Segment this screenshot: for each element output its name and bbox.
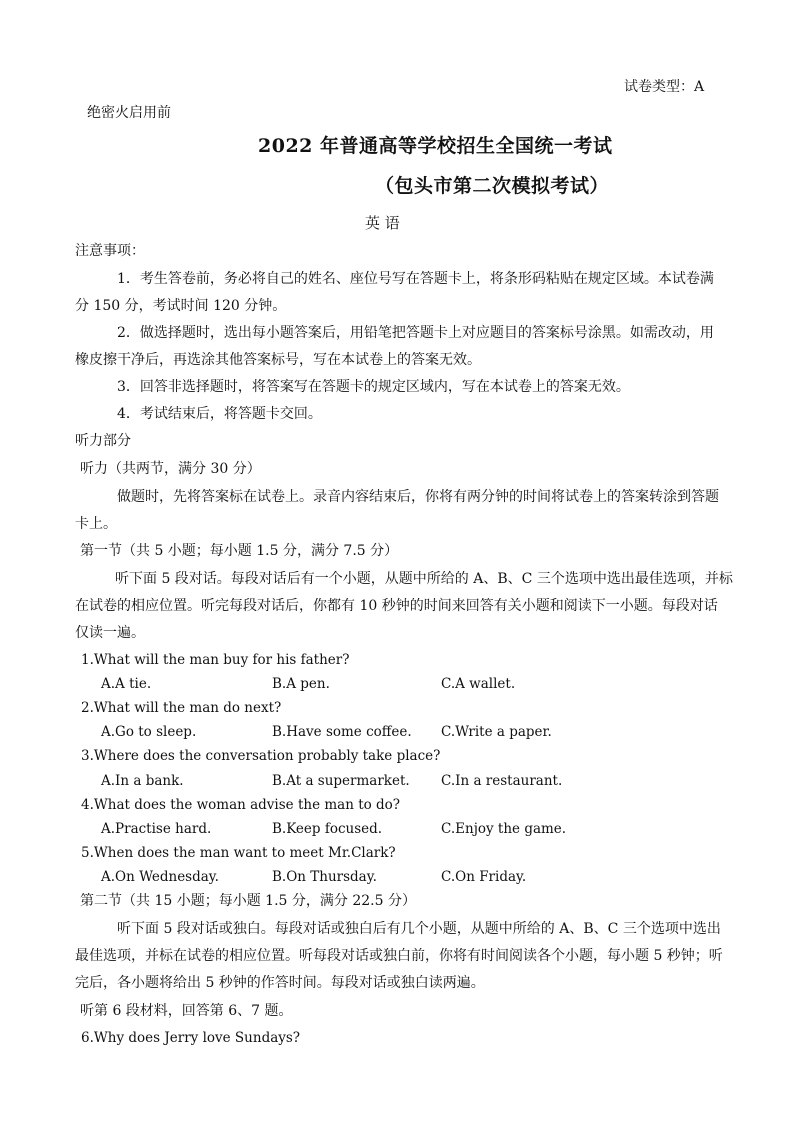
section1-instr-line-2: 在试卷的相应位置。听完每段对话后，你都有 10 秒钟的时间来回答有关小题和阅读下一小题。每段对话 [75, 598, 718, 614]
question-4-option-b: B.Keep focused. [272, 821, 383, 837]
question-2-option-c: C.Write a paper. [441, 724, 552, 740]
note-2-line-2: 橡皮擦干净后，再选涂其他答案标号，写在本试卷上的答案无效。 [75, 352, 481, 368]
listening-section-title: 听力（共两节，满分 30 分） [80, 461, 261, 477]
question-6: 6.Why does Jerry love Sundays? [81, 1030, 301, 1046]
listening-intro-line-1: 做题时，先将答案标在试卷上。录音内容结束后，你将有两分钟的时间将试卷上的答案转涂到答题 [117, 489, 719, 505]
section1-instr-line-1: 听下面 5 段对话。每段对话后有一个小题，从题中所给的 A、B、C 三个选项中选出最佳选项，并标 [115, 571, 733, 587]
note-1-line-2: 分 150 分，考试时间 120 分钟。 [75, 298, 287, 314]
section2-title: 第二节（共 15 小题；每小题 1.5 分，满分 22.5 分） [80, 893, 416, 909]
question-1-option-b: B.A pen. [272, 676, 330, 692]
note-1-line-1: 1．考生答卷前，务必将自己的姓名、座位号写在答题卡上，将条形码粘贴在规定区域。本试卷满 [117, 271, 714, 287]
question-4: 4.What does the woman advise the man to do? [81, 797, 401, 813]
question-3: 3.Where does the conversation probably take place? [81, 748, 441, 764]
question-4-option-a: A.Practise hard. [101, 821, 212, 837]
section2-instr-line-2: 最佳选项，并标在试卷的相应位置。听每段对话或独白前，你将有时间阅读各个小题，每小题 5 秒钟；听 [75, 948, 723, 964]
question-1: 1.What will the man buy for his father? [81, 652, 350, 668]
note-2-line-1: 2．做选择题时，选出每小题答案后，用铅笔把答题卡上对应题目的答案标号涂黑。如需改动，用 [117, 325, 714, 341]
section1-title: 第一节（共 5 小题；每小题 1.5 分，满分 7.5 分） [80, 543, 399, 559]
subject-label: 英 语 [365, 214, 400, 232]
question-5-option-c: C.On Friday. [441, 869, 527, 885]
paper-type-label: 试卷类型：A [624, 79, 705, 95]
exam-subtitle: （包头市第二次模拟考试） [375, 175, 610, 197]
question-1-option-a: A.A tie. [101, 676, 152, 692]
exam-title: 2022 年普通高等学校招生全国统一考试 [258, 135, 613, 157]
section2-instr-line-1: 听下面 5 段对话或独白。每段对话或独白后有几个小题，从题中所给的 A、B、C 三个选项中选出 [117, 921, 721, 937]
note-4: 4．考试结束后，将答题卡交回。 [117, 406, 322, 422]
question-2-option-a: A.Go to sleep. [101, 724, 197, 740]
question-3-option-a: A.In a bank. [101, 773, 184, 789]
question-1-option-c: C.A wallet. [441, 676, 516, 692]
section1-instr-line-3: 仅读一遍。 [75, 625, 145, 641]
section2-instr-line-3: 完后，各小题将给出 5 秒钟的作答时间。每段对话或独白读两遍。 [75, 975, 485, 991]
listening-intro-line-2: 卡上。 [75, 516, 117, 532]
question-2-option-b: B.Have some coffee. [272, 724, 412, 740]
listening-part-title: 听力部分 [75, 433, 131, 449]
question-3-option-c: C.In a restaurant. [441, 773, 563, 789]
question-5: 5.When does the man want to meet Mr.Clark? [81, 845, 396, 861]
notes-heading: 注意事项： [75, 243, 145, 259]
question-5-option-a: A.On Wednesday. [101, 869, 219, 885]
material-6-label: 听第 6 段材料，回答第 6、7 题。 [80, 1003, 293, 1019]
secret-label: 绝密火启用前 [87, 105, 171, 121]
note-3: 3．回答非选择题时，将答案写在答题卡的规定区域内，写在本试卷上的答案无效。 [117, 379, 630, 395]
question-5-option-b: B.On Thursday. [272, 869, 377, 885]
question-2: 2.What will the man do next? [81, 700, 282, 716]
question-4-option-c: C.Enjoy the game. [441, 821, 567, 837]
question-3-option-b: B.At a supermarket. [272, 773, 410, 789]
